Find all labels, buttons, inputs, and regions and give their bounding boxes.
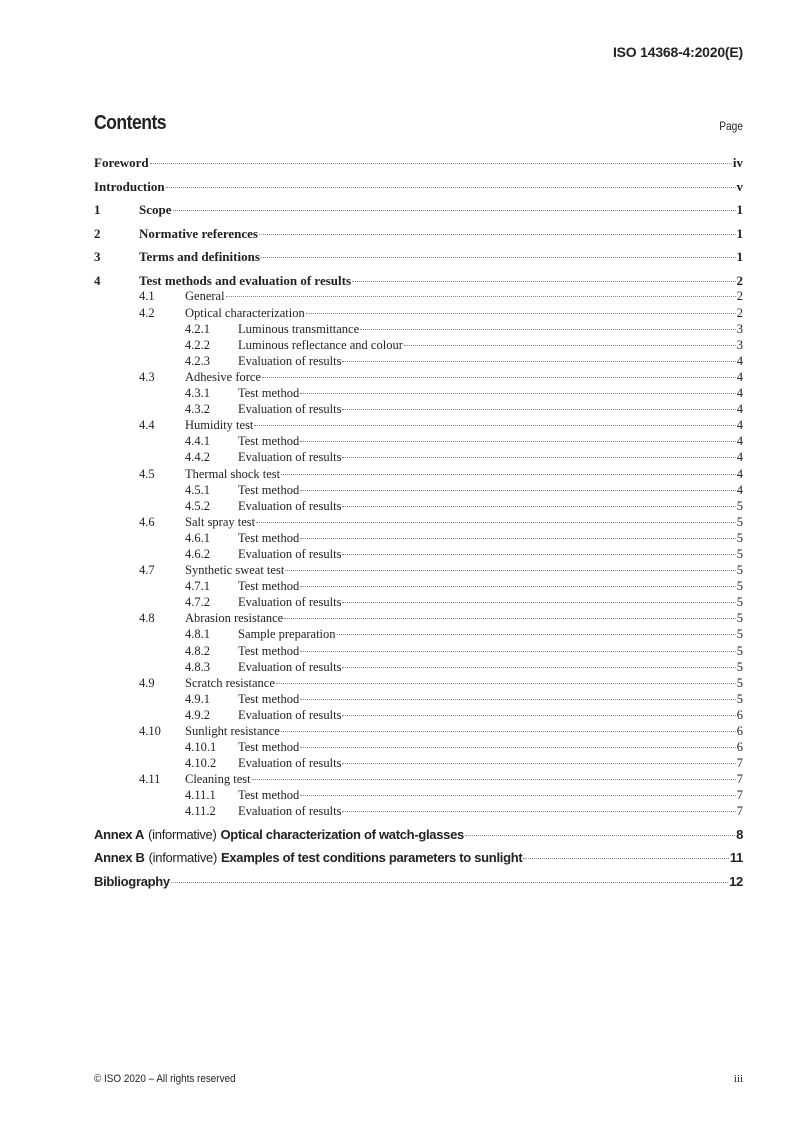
toc-entry[interactable]: [94, 354, 743, 370]
dot-leader: [226, 296, 736, 297]
toc-entry-label: Normative references: [139, 225, 258, 241]
dot-leader: [360, 329, 736, 330]
dot-leader: [281, 731, 736, 732]
toc-entry-label: Evaluation of results: [238, 450, 342, 465]
toc-entry-number: 4.7.2: [185, 595, 210, 610]
toc-entry-label: Humidity test: [185, 418, 254, 433]
toc-entry-page: 6: [736, 707, 743, 722]
toc-entry-page: 5: [736, 514, 743, 529]
toc-entry[interactable]: [94, 418, 743, 434]
toc-entry-page: 4: [736, 353, 743, 368]
toc-entry-page: 3: [736, 321, 743, 336]
toc-entry-label: Evaluation of results: [238, 756, 342, 771]
toc-entry-page: 2: [736, 272, 743, 288]
toc-annex-entry[interactable]: [94, 850, 743, 874]
toc-entry[interactable]: [94, 756, 743, 772]
toc-entry-label: Test method: [238, 643, 300, 658]
toc-entry-label: Test method: [238, 482, 300, 497]
toc-entry-number: 4.3: [139, 369, 155, 384]
toc-entry-page: 3: [736, 337, 743, 352]
dot-leader: [281, 474, 736, 475]
toc-entry[interactable]: [94, 434, 743, 450]
toc-entry-number: 4.8.2: [185, 643, 210, 658]
toc-entry-label: Terms and definitions: [139, 249, 260, 265]
toc-entry-number: 4.5: [139, 466, 155, 481]
toc-entry[interactable]: [94, 273, 743, 290]
toc-entry-label: Evaluation of results: [238, 595, 342, 610]
toc-entry-label: Abrasion resistance: [185, 611, 284, 626]
toc-entry-number: 4.10: [139, 724, 161, 738]
toc-entry-page: 4: [736, 466, 743, 481]
toc-entry-label: Luminous reflectance and colour: [238, 337, 403, 352]
toc-entry-page: 4: [736, 369, 743, 384]
toc-entry-label: Cleaning test: [185, 772, 251, 787]
toc-entry-page: 4: [736, 434, 743, 449]
toc-entry[interactable]: [94, 202, 743, 226]
toc-entry-page: 4: [736, 482, 743, 497]
toc-entry-page: 5: [736, 659, 743, 674]
dot-leader: [166, 187, 736, 188]
toc-entry[interactable]: [94, 547, 743, 563]
toc-entry-label: Evaluation of results: [238, 659, 342, 674]
toc-entry-number: 4.4.2: [185, 450, 210, 465]
toc-entry-number: 4.4: [139, 418, 155, 433]
dot-leader: [342, 506, 735, 507]
annex-note: (informative): [148, 850, 217, 866]
toc-entry[interactable]: [94, 644, 743, 660]
toc-entry-number: 4.6: [139, 514, 155, 529]
toc-entry-number: 4.10.2: [185, 756, 217, 771]
toc-entry-number: 4.6.2: [185, 546, 210, 561]
toc-entry[interactable]: [94, 155, 743, 179]
dot-leader: [285, 570, 735, 571]
dot-leader: [259, 234, 736, 235]
toc-entry[interactable]: [94, 772, 743, 788]
toc-entry-number: 4.5.2: [185, 498, 210, 513]
dot-leader: [276, 683, 736, 684]
toc-entry-number: 4.9.2: [185, 707, 210, 722]
toc-entry-number: 4.1: [139, 289, 155, 304]
dot-leader: [300, 699, 735, 700]
toc-entry[interactable]: [94, 740, 743, 756]
toc-entry[interactable]: [94, 676, 743, 692]
toc-entry-number: 4.5.1: [185, 482, 210, 497]
toc-entry-page: 7: [736, 756, 743, 771]
toc-entry-label: Sunlight resistance: [185, 724, 280, 738]
toc-entry[interactable]: [94, 450, 743, 466]
toc-entry-page: 5: [736, 675, 743, 690]
toc-entry-page: 1: [736, 202, 743, 218]
toc-entry-number: 1: [94, 202, 101, 218]
dot-leader: [300, 651, 735, 652]
toc-entry-number: 4.11.2: [185, 804, 216, 819]
toc-entry[interactable]: [94, 338, 743, 354]
dot-leader: [337, 634, 736, 635]
annex-title: Bibliography: [94, 873, 170, 889]
toc-entry-label: Test method: [238, 579, 300, 594]
toc-entry-page: iv: [732, 155, 743, 170]
toc-entry-label: Evaluation of results: [238, 353, 342, 368]
dot-leader: [171, 882, 728, 883]
toc-entry[interactable]: [94, 289, 743, 305]
annex-title: Optical characterization of watch-glasses: [220, 826, 464, 842]
toc-entry-page: 4: [736, 402, 743, 417]
toc-entry[interactable]: [94, 402, 743, 418]
toc-entry-label: Evaluation of results: [238, 707, 342, 722]
toc-entry-label: Evaluation of results: [238, 402, 342, 417]
table-of-contents: [94, 155, 743, 897]
toc-entry-number: 4: [94, 272, 101, 288]
toc-entry-label: Foreword: [94, 155, 149, 170]
toc-annex-entry[interactable]: [94, 827, 743, 851]
dot-leader: [342, 763, 735, 764]
toc-entry-page: 7: [736, 788, 743, 803]
toc-entry[interactable]: [94, 306, 743, 322]
toc-entry-number: 4.11.1: [185, 788, 216, 803]
toc-entry-number: 4.2.3: [185, 353, 210, 368]
toc-entry-label: Test method: [238, 788, 300, 803]
dot-leader: [342, 715, 735, 716]
toc-entry-number: 3: [94, 249, 101, 265]
toc-entry-label: Luminous transmittance: [238, 321, 360, 336]
dot-leader: [284, 618, 736, 619]
toc-entry-number: 2: [94, 225, 101, 241]
annex-prefix: Annex B: [94, 850, 145, 866]
toc-entry[interactable]: [94, 370, 743, 386]
toc-entry-label: Salt spray test: [185, 514, 256, 529]
dot-leader: [300, 441, 735, 442]
page-number: iii: [733, 1073, 743, 1085]
dot-leader: [300, 747, 735, 748]
toc-entry-page: 1: [736, 225, 743, 241]
toc-entry-label: Test method: [238, 386, 300, 401]
toc-entry-label: Synthetic sweat test: [185, 563, 285, 578]
dot-leader: [300, 795, 735, 796]
toc-entry-number: 4.6.1: [185, 530, 210, 545]
toc-entry-number: 4.9.1: [185, 691, 210, 706]
toc-entry-number: 4.2: [139, 305, 155, 320]
toc-entry-label: General: [185, 289, 225, 304]
toc-entry[interactable]: [94, 788, 743, 804]
dot-leader: [254, 425, 735, 426]
toc-entry[interactable]: [94, 515, 743, 531]
toc-entry-page: 6: [736, 740, 743, 755]
toc-entry-page: 4: [736, 418, 743, 433]
toc-entry-page: 2: [736, 289, 743, 304]
toc-entry[interactable]: [94, 483, 743, 499]
toc-entry-label: Optical characterization: [185, 305, 305, 320]
dot-leader: [342, 602, 735, 603]
dot-leader: [352, 281, 736, 282]
toc-entry-page: 5: [736, 579, 743, 594]
toc-entry-page: 5: [736, 546, 743, 561]
toc-entry[interactable]: [94, 563, 743, 579]
toc-entry-page: 7: [736, 772, 743, 787]
dot-leader: [342, 811, 735, 812]
toc-entry[interactable]: [94, 611, 743, 627]
toc-entry-number: 4.10.1: [185, 740, 217, 755]
toc-entry-label: Evaluation of results: [238, 804, 342, 819]
toc-entry-page: 5: [736, 643, 743, 658]
toc-entry-number: 4.8: [139, 611, 155, 626]
dot-leader: [306, 313, 736, 314]
annex-note: (informative): [148, 826, 217, 842]
toc-entry-number: 4.9: [139, 675, 155, 690]
toc-entry-page: 12: [729, 873, 743, 889]
dot-leader: [342, 361, 735, 362]
toc-entry-number: 4.11: [139, 772, 161, 787]
toc-entry-label: Evaluation of results: [238, 546, 342, 561]
toc-entry-page: 8: [736, 826, 743, 842]
toc-entry[interactable]: [94, 531, 743, 547]
toc-entry[interactable]: [94, 467, 743, 483]
toc-entry-label: Scope: [139, 202, 172, 218]
dot-leader: [342, 667, 735, 668]
toc-entry-page: 5: [736, 530, 743, 545]
dot-leader: [173, 210, 736, 211]
toc-entry[interactable]: [94, 595, 743, 611]
dot-leader: [342, 409, 735, 410]
dot-leader: [300, 538, 735, 539]
toc-entry-page: 5: [736, 595, 743, 610]
annex-prefix: Annex A: [94, 826, 145, 842]
toc-entry-number: 4.3.2: [185, 402, 210, 417]
toc-entry-page: 5: [736, 563, 743, 578]
toc-entry-number: 4.2.1: [185, 321, 210, 336]
toc-annex-entry[interactable]: [94, 874, 743, 898]
dot-leader: [342, 554, 735, 555]
toc-entry-page: 11: [729, 850, 743, 866]
document-id: ISO 14368-4:2020(E): [612, 44, 743, 60]
dot-leader: [252, 779, 736, 780]
dot-leader: [300, 490, 735, 491]
toc-entry[interactable]: [94, 249, 743, 273]
toc-entry-number: 4.7.1: [185, 579, 210, 594]
toc-entry[interactable]: [94, 179, 743, 203]
dot-leader: [404, 345, 736, 346]
toc-entry-page: 1: [736, 249, 743, 265]
toc-entry[interactable]: [94, 627, 743, 643]
dot-leader: [342, 457, 735, 458]
toc-entry[interactable]: [94, 579, 743, 595]
toc-entry-page: 5: [736, 627, 743, 642]
toc-entry-label: Evaluation of results: [238, 498, 342, 513]
toc-entry-label: Adhesive force: [185, 369, 262, 384]
dot-leader: [261, 257, 736, 258]
toc-entry-label: Test method: [238, 691, 300, 706]
toc-entry-number: 4.4.1: [185, 434, 210, 449]
toc-entry[interactable]: [94, 804, 743, 820]
copyright-notice: © ISO 2020 – All rights reserved: [94, 1073, 236, 1085]
toc-entry-page: 4: [736, 450, 743, 465]
toc-entry-label: Thermal shock test: [185, 466, 281, 481]
toc-entry[interactable]: [94, 322, 743, 338]
toc-entry-page: v: [736, 178, 743, 194]
toc-entry[interactable]: [94, 708, 743, 724]
dot-leader: [465, 835, 735, 836]
toc-entry[interactable]: [94, 692, 743, 708]
toc-entry[interactable]: [94, 660, 743, 676]
toc-entry-page: 7: [736, 804, 743, 819]
toc-entry-label: Scratch resistance: [185, 675, 275, 690]
toc-entry-number: 4.3.1: [185, 386, 210, 401]
dot-leader: [256, 522, 736, 523]
toc-entry-number: 4.8.1: [185, 627, 210, 642]
toc-entry[interactable]: [94, 499, 743, 515]
toc-entry-label: Test methods and evaluation of results: [139, 272, 351, 288]
toc-entry-number: 4.8.3: [185, 659, 210, 674]
toc-entry[interactable]: [94, 226, 743, 250]
toc-entry-label: Test method: [238, 530, 300, 545]
toc-entry-label: Test method: [238, 740, 300, 755]
annex-title: Examples of test conditions parameters to sunlight: [220, 850, 523, 866]
toc-entry-page: 5: [736, 498, 743, 513]
dot-leader: [523, 858, 728, 859]
toc-entry-label: Introduction: [94, 178, 165, 194]
toc-entry-page: 2: [736, 305, 743, 320]
page-title: Contents: [94, 112, 167, 134]
toc-entry-label: Test method: [238, 434, 300, 449]
page-column-label: Page: [719, 119, 743, 133]
dot-leader: [262, 377, 736, 378]
dot-leader: [150, 163, 732, 164]
toc-entry[interactable]: [94, 386, 743, 402]
toc-entry-page: 5: [736, 691, 743, 706]
toc-entry-number: 4.7: [139, 563, 155, 578]
dot-leader: [300, 393, 735, 394]
dot-leader: [300, 586, 735, 587]
toc-entry-page: 5: [736, 611, 743, 626]
toc-entry[interactable]: [94, 724, 743, 740]
toc-entry-label: Sample preparation: [238, 627, 336, 642]
toc-entry-page: 4: [736, 386, 743, 401]
toc-entry-page: 6: [736, 724, 743, 738]
toc-entry-number: 4.2.2: [185, 337, 210, 352]
